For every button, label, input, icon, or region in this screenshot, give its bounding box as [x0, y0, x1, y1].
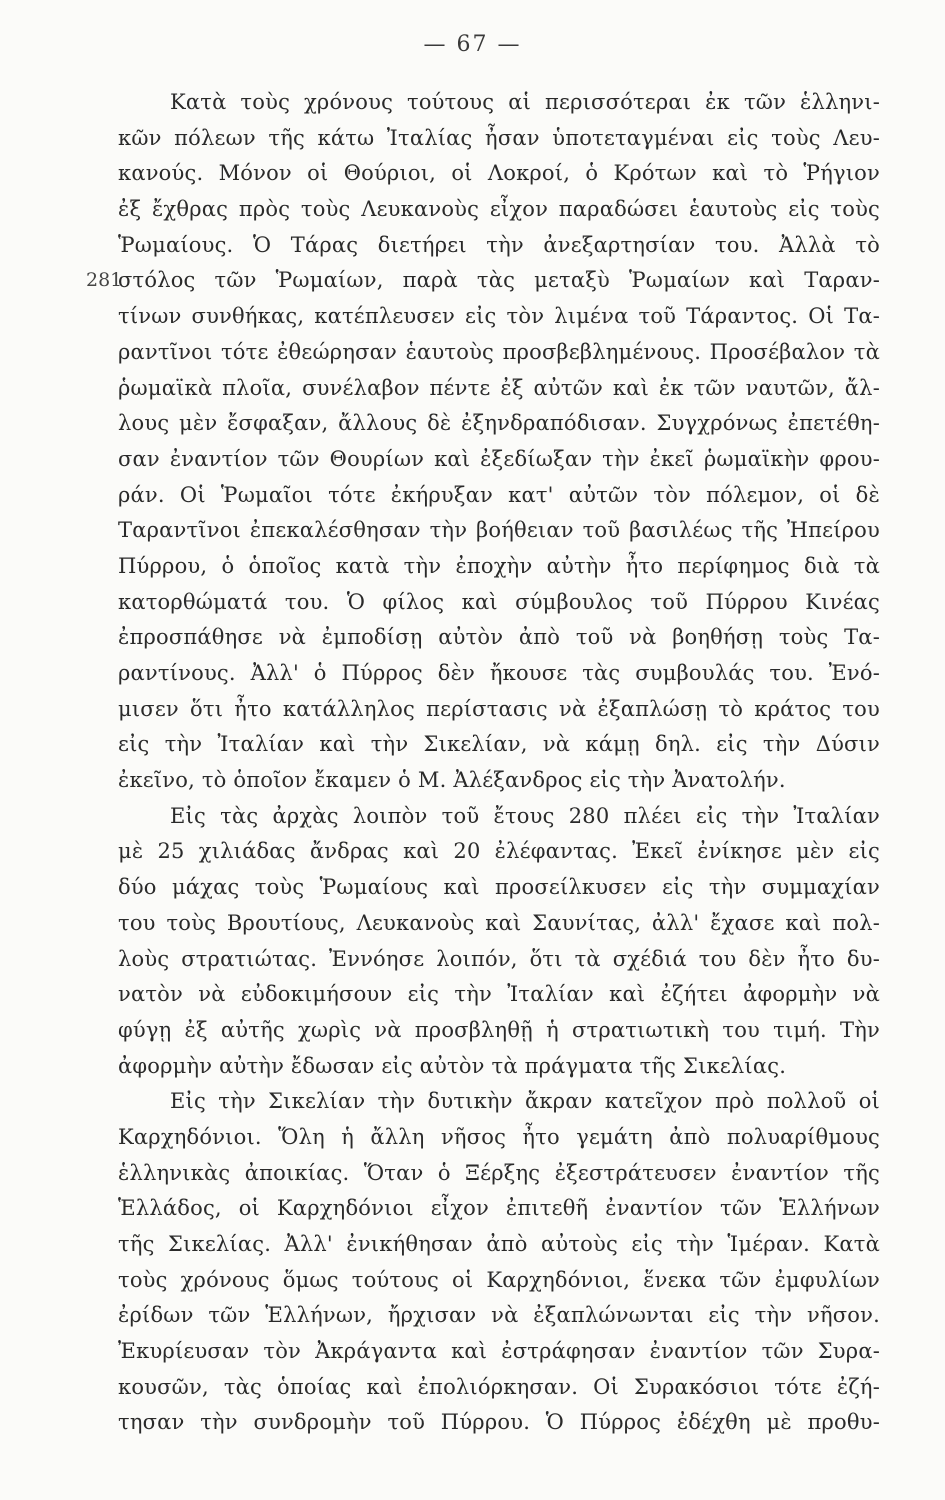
- text-line: ράν. Οἱ Ῥωμαῖοι τότε ἐκήρυξαν κατ' αὐτῶν τὸν πόλεμον, οἱ δὲ: [118, 482, 880, 507]
- text-line: εἰς τὴν Ἰταλίαν καὶ τὴν Σικελίαν, νὰ κάμῃ δηλ. εἰς τὴν Δύσιν: [118, 732, 880, 757]
- text-line: δύο μάχας τοὺς Ῥωμαίους καὶ προσείλκυσεν εἰς τὴν συμμαχίαν: [118, 875, 880, 900]
- text-line: ραντίνους. Ἀλλ' ὁ Πύρρος δὲν ἤκουσε τὰς συμβουλάς του. Ἐνό-: [118, 661, 880, 685]
- text-line: σαν ἐναντίον τῶν Θουρίων καὶ ἐξεδίωξαν τὴν ἐκεῖ ῥωμαϊκὴν φρου-: [118, 446, 880, 471]
- text-line: ραντῖνοι τότε ἐθεώρησαν ἑαυτοὺς προσβεβλημένους. Προσέβαλον τὰ: [118, 339, 880, 364]
- text-line: Ῥωμαίους. Ὁ Τάρας διετήρει τὴν ἀνεξαρτησίαν του. Ἀλλὰ τὸ: [118, 232, 880, 257]
- text-line: φύγῃ ἐξ αὐτῆς χωρὶς νὰ προσβληθῇ ἡ στρατιωτικὴ του τιμή. Τὴν: [118, 1017, 880, 1042]
- text-line: τίνων συνθήκας, κατέπλευσεν εἰς τὸν λιμένα τοῦ Τάραντος. Οἱ Τα-: [118, 304, 880, 329]
- text-line: λους μὲν ἔσφαξαν, ἄλλους δὲ ἐξηνδραπόδισαν. Συγχρόνως ἐπετέθη-: [118, 411, 880, 436]
- text-line: Εἰς τὴν Σικελίαν τὴν δυτικὴν ἄκραν κατεῖχον πρὸ πολλοῦ οἱ: [170, 1089, 880, 1114]
- text-line: ἐξ ἔχθρας πρὸς τοὺς Λευκανοὺς εἶχον παραδώσει ἑαυτοὺς εἰς τοὺς: [118, 197, 880, 222]
- page-number: — 67 —: [423, 32, 522, 57]
- text-line: κανούς. Μόνον οἱ Θούριοι, οἱ Λοκροί, ὁ Κρότων καὶ τὸ Ῥήγιον: [118, 161, 880, 186]
- text-line: ἑλληνικὰς ἀποικίας. Ὅταν ὁ Ξέρξης ἐξεστράτευσεν ἐναντίον τῆς: [118, 1160, 880, 1185]
- text-line: κατορθώματά του. Ὁ φίλος καὶ σύμβουλος τοῦ Πύρρου Κινέας: [118, 589, 880, 614]
- body-text: [118, 85, 880, 1441]
- text-line: Ἑλλάδος, οἱ Καρχηδόνιοι εἶχον ἐπιτεθῆ ἐναντίον τῶν Ἑλλήνων: [118, 1196, 880, 1221]
- text-line: τησαν τὴν συνδρομὴν τοῦ Πύρρου. Ὁ Πύρρος ἐδέχθη μὲ προθυ-: [118, 1410, 880, 1435]
- text-line: Κατὰ τοὺς χρόνους τούτους αἱ περισσότεραι ἐκ τῶν ἑλληνι-: [170, 90, 880, 114]
- text-line: νατὸν νὰ εὐδοκιμήσουν εἰς τὴν Ἰταλίαν καὶ ἐζήτει ἀφορμὴν νὰ: [118, 982, 880, 1007]
- text-line: ἐκεῖνο, τὸ ὁποῖον ἔκαμεν ὁ Μ. Ἀλέξανδρος εἰς τὴν Ἀνατολήν.: [118, 768, 786, 793]
- text-line: τοὺς χρόνους ὅμως τούτους οἱ Καρχηδόνιοι, ἕνεκα τῶν ἐμφυλίων: [118, 1267, 880, 1292]
- text-line: Πύρρου, ὁ ὁποῖος κατὰ τὴν ἐποχὴν αὐτὴν ἦτο περίφημος διὰ τὰ: [118, 553, 880, 578]
- margin-note-year: 281: [86, 269, 123, 291]
- text-line: μισεν ὅτι ἦτο κατάλληλος περίστασις νὰ ἐξαπλώσῃ τὸ κράτος του: [118, 696, 880, 721]
- text-line: μὲ 25 χιλιάδας ἄνδρας καὶ 20 ἐλέφαντας. Ἐκεῖ ἐνίκησε μὲν εἰς: [118, 839, 880, 864]
- text-line: λοὺς στρατιώτας. Ἐννόησε λοιπόν, ὅτι τὰ σχέδιά του δὲν ἦτο δυ-: [118, 946, 880, 971]
- text-line: Εἰς τὰς ἀρχὰς λοιπὸν τοῦ ἔτους 280 πλέει εἰς τὴν Ἰταλίαν: [170, 803, 880, 828]
- text-line: ἀφορμὴν αὐτὴν ἔδωσαν εἰς αὐτὸν τὰ πράγματα τῆς Σικελίας.: [118, 1053, 787, 1078]
- text-line: Ἐκυρίευσαν τὸν Ἀκράγαντα καὶ ἐστράφησαν ἐναντίον τῶν Συρα-: [118, 1339, 880, 1364]
- text-line: κῶν πόλεων τῆς κάτω Ἰταλίας ἦσαν ὑποτεταγμέναι εἰς τοὺς Λευ-: [118, 125, 880, 150]
- text-line: κουσῶν, τὰς ὁποίας καὶ ἐπολιόρκησαν. Οἱ Συρακόσιοι τότε ἐζή-: [118, 1374, 880, 1399]
- text-line: Καρχηδόνιοι. Ὅλη ἡ ἄλλη νῆσος ἦτο γεμάτη ἀπὸ πολυαρίθμους: [118, 1124, 880, 1149]
- text-line: ἐρίδων τῶν Ἑλλήνων, ἤρχισαν νὰ ἐξαπλώνωνται εἰς τὴν νῆσον.: [118, 1303, 880, 1328]
- text-line: στόλος τῶν Ῥωμαίων, παρὰ τὰς μεταξὺ Ῥωμαίων καὶ Ταραν-: [118, 268, 880, 293]
- text-line: ἐπροσπάθησε νὰ ἐμποδίσῃ αὐτὸν ἀπὸ τοῦ νὰ βοηθήσῃ τοὺς Τα-: [118, 625, 880, 650]
- text-line: Ταραντῖνοι ἐπεκαλέσθησαν τὴν βοήθειαν τοῦ βασιλέως τῆς Ἠπείρου: [118, 518, 880, 543]
- text-line: του τοὺς Βρουτίους, Λευκανοὺς καὶ Σαυνίτας, ἀλλ' ἔχασε καὶ πολ-: [118, 910, 880, 935]
- text-line: τῆς Σικελίας. Ἀλλ' ἐνικήθησαν ἀπὸ αὐτοὺς εἰς τὴν Ἱμέραν. Κατὰ: [118, 1232, 880, 1256]
- text-line: ῥωμαϊκὰ πλοῖα, συνέλαβον πέντε ἐξ αὐτῶν καὶ ἐκ τῶν ναυτῶν, ἄλ-: [118, 375, 880, 400]
